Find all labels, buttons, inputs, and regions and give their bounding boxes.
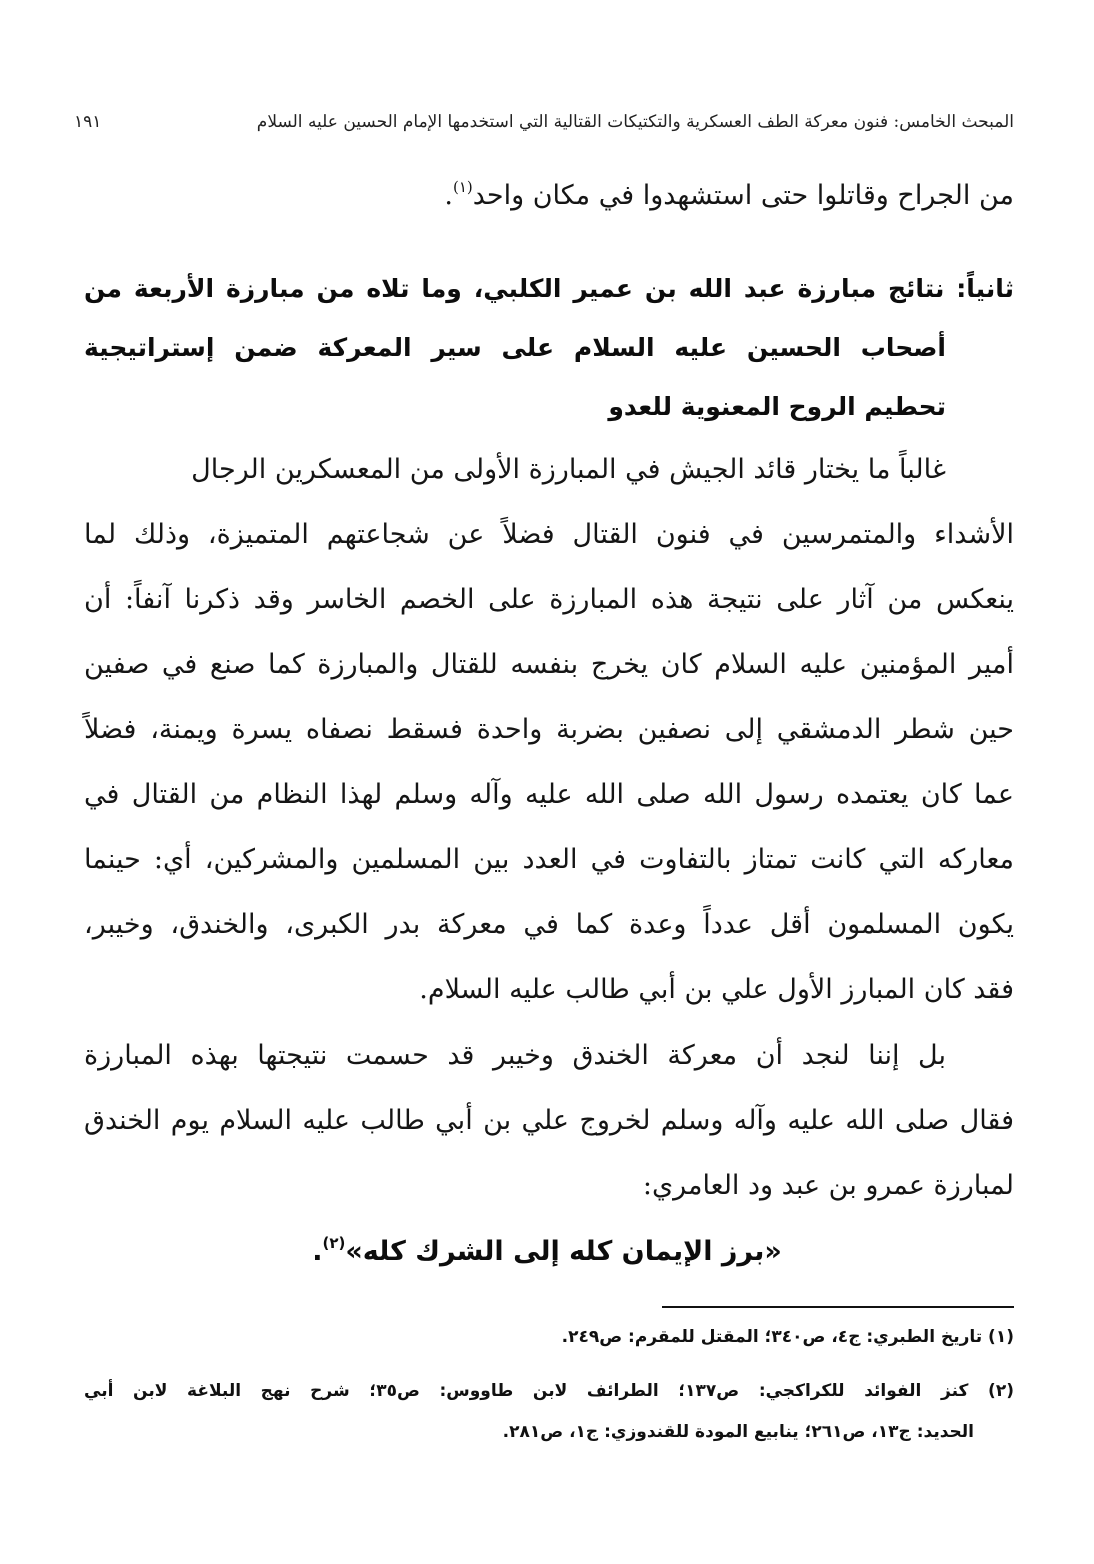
- running-header: [74, 112, 1014, 132]
- continuation-line: من الجراح وقاتلوا حتى استشهدوا في مكان واحد$^{(١)}$.: [444, 178, 1014, 211]
- paragraph-1-line-2: الأشداء والمتمرسين في فنون القتال فضلاً عن شجاعتهم المتميزة، وذلك لما: [84, 519, 1014, 550]
- footnote-separator: [662, 1306, 1014, 1308]
- paragraph-1-line-5: حين شطر الدمشقي إلى نصفين بضربة واحدة فسقط نصفاه يسرة ويمنة، فضلاً: [84, 714, 1014, 745]
- paragraph-2-line-2: فقال صلى الله عليه وآله وسلم لخروج علي بن أبي طالب عليه السلام يوم الخندق: [84, 1105, 1014, 1136]
- footnote-1: (١) تاريخ الطبري: ج٤، ص٣٤٠؛ المقتل للمقرم: ص٢٤٩.: [561, 1327, 1014, 1347]
- running-title: المبحث الخامس: فنون معركة الطف العسكرية والتكتيكات القتالية التي استخدمها الإمام الحسين عليه السلام: [256, 112, 1014, 132]
- footnote-2-line-1: (٢) كنز الفوائد للكراكجي: ص١٣٧؛ الطرائف لابن طاووس: ص٣٥؛ شرح نهج البلاغة لابن أبي: [84, 1381, 1014, 1401]
- paragraph-1-line-6: عما كان يعتمده رسول الله صلى الله عليه وآله وسلم لهذا النظام من القتال في: [84, 779, 1014, 810]
- section-heading-line-2: أصحاب الحسين عليه السلام على سير المعركة ضمن إستراتيجية: [84, 333, 946, 362]
- paragraph-2-line-1: بل إننا لنجد أن معركة الخندق وخيبر قد حسمت نتيجتها بهذه المبارزة: [84, 1040, 946, 1071]
- section-heading-line-1: ثانياً: نتائج مبارزة عبد الله بن عمير الكلبي، وما تلاه من مبارزة الأربعة من: [84, 274, 1014, 303]
- footnote-2-line-2: الحديد: ج١٣، ص٢٦١؛ ينابيع المودة للقندوزي: ج١، ص٢٨١.: [502, 1422, 974, 1442]
- footnote-ref-1: (١): [452, 178, 473, 196]
- paragraph-2-line-3: لمبارزة عمرو بن عبد ود العامري:: [642, 1170, 1014, 1201]
- continuation-text: من الجراح وقاتلوا حتى استشهدوا في مكان واحد: [472, 180, 1014, 211]
- paragraph-1-line-8: يكون المسلمون أقل عدداً وعدة كما في معركة بدر الكبرى، والخندق، وخيبر،: [84, 909, 1014, 940]
- page-number: ١٩١: [74, 112, 102, 132]
- paragraph-1-line-1: غالباً ما يختار قائد الجيش في المبارزة الأولى من المعسكرين الرجال: [191, 454, 946, 485]
- hadith-quote: «برز الإيمان كله إلى الشرك كله»$^{(٢)}$.: [312, 1234, 782, 1267]
- quote-text: «برز الإيمان كله إلى الشرك كله»: [345, 1236, 782, 1267]
- paragraph-1-line-7: معاركه التي كانت تمتاز بالتفاوت في العدد بين المسلمين والمشركين، أي: حينما: [84, 844, 1014, 875]
- paragraph-1-line-4: أمير المؤمنين عليه السلام كان يخرج بنفسه للقتال والمبارزة كما صنع في صفين: [84, 649, 1014, 680]
- paragraph-1-line-9: فقد كان المبارز الأول علي بن أبي طالب عليه السلام.: [419, 974, 1014, 1005]
- footnote-ref-2: (٢): [322, 1234, 346, 1252]
- paragraph-1-line-3: ينعكس من آثار على نتيجة هذه المبارزة على الخصم الخاسر وقد ذكرنا آنفاً: أن: [84, 584, 1014, 615]
- section-heading-line-3: تحطيم الروح المعنوية للعدو: [608, 392, 946, 421]
